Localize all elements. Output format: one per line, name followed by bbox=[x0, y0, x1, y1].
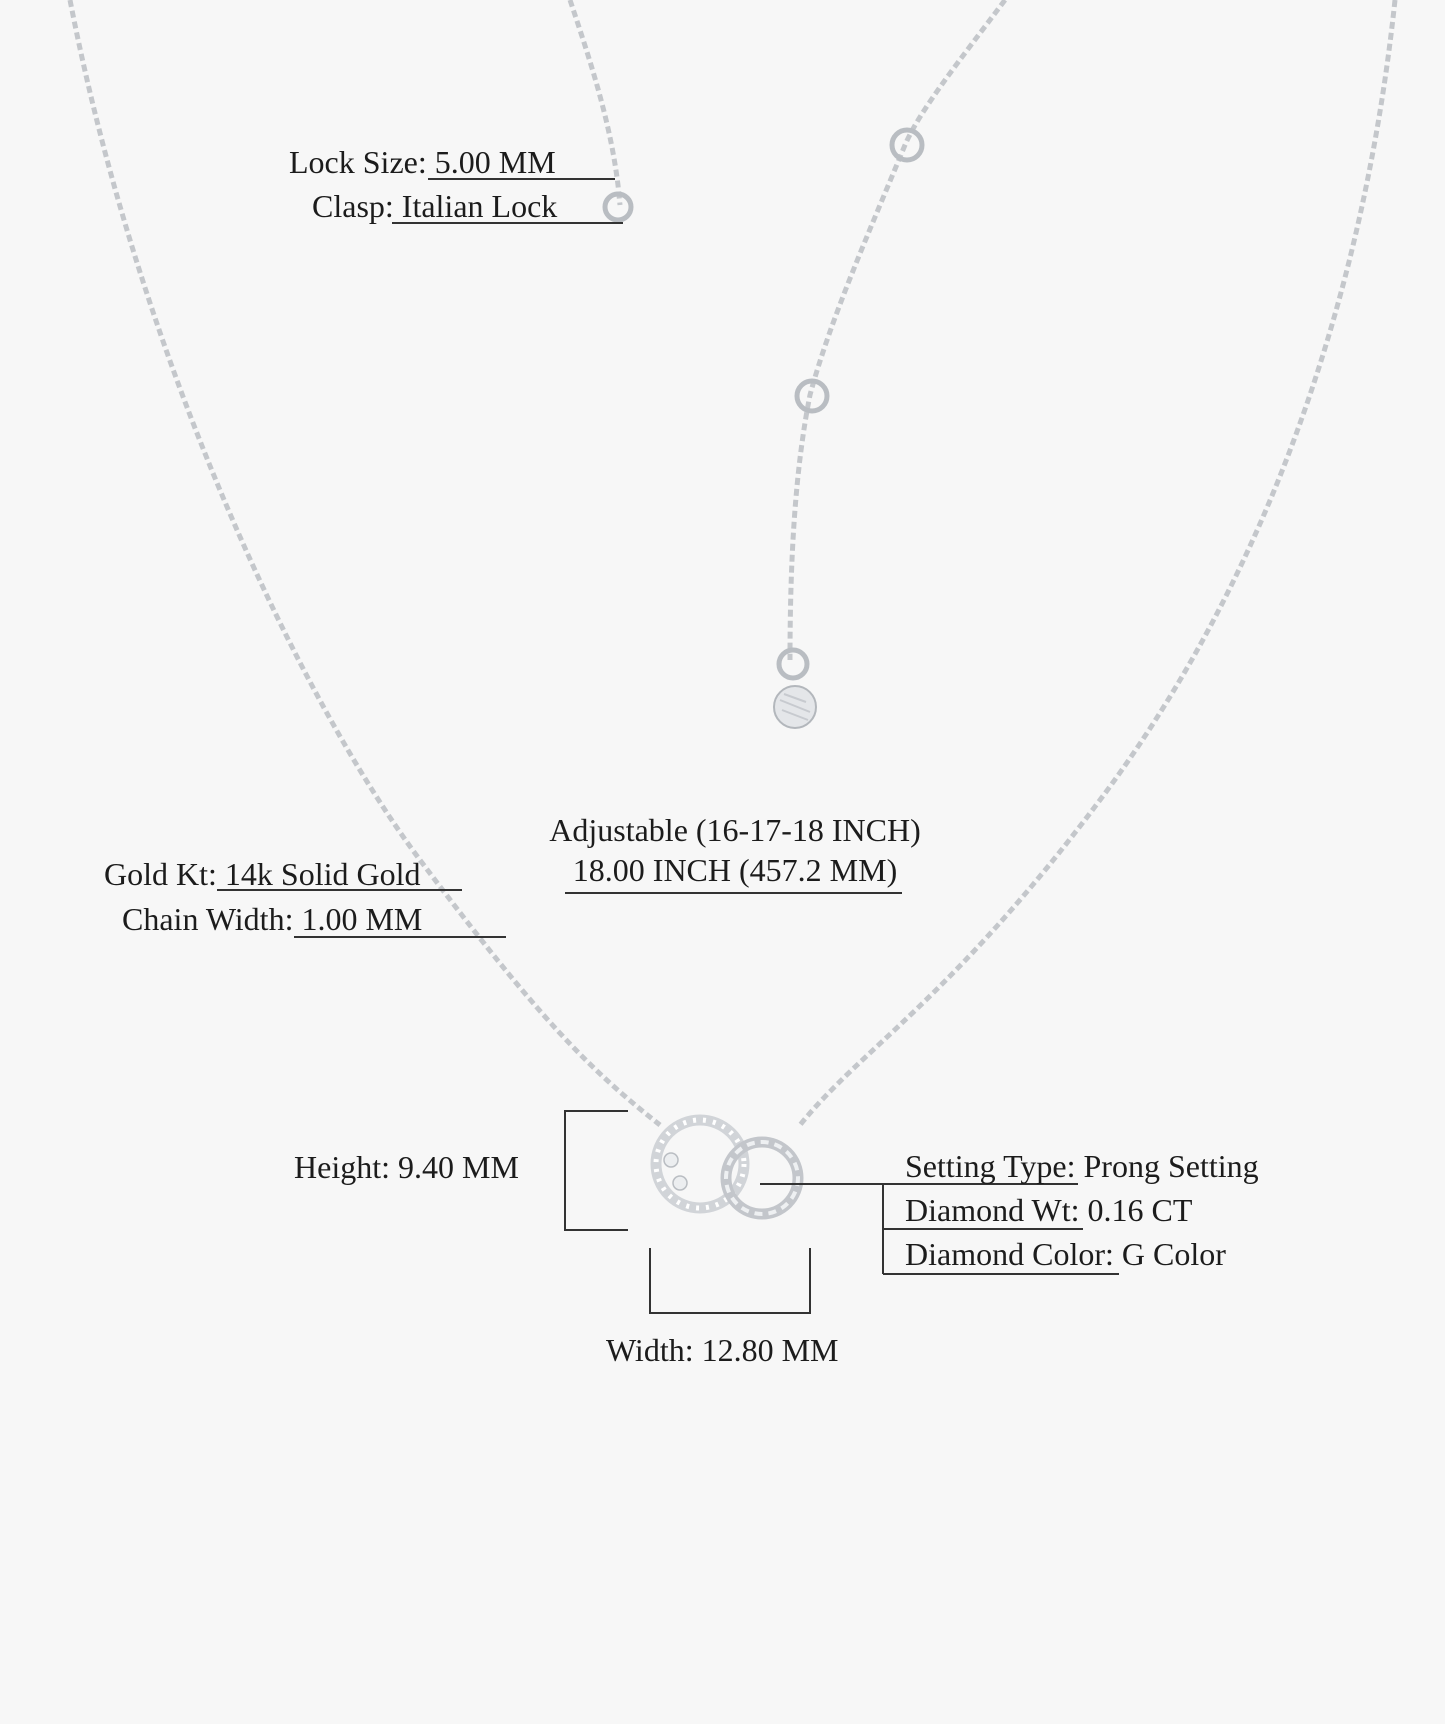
height-bracket bbox=[565, 1111, 628, 1230]
lock-size-value: 5.00 MM bbox=[434, 144, 556, 180]
diamond-wt-spec bbox=[905, 1191, 1192, 1229]
gold-kt-value: 14k Solid Gold bbox=[224, 856, 421, 892]
clasp-value: Italian Lock bbox=[401, 188, 558, 224]
diamond-color-label: Diamond Color: bbox=[905, 1236, 1114, 1272]
chain-width-label: Chain Width: bbox=[122, 901, 294, 937]
chain-width-value: 1.00 MM bbox=[301, 901, 423, 937]
height-value: 9.40 MM bbox=[397, 1149, 519, 1185]
extender-ring-3 bbox=[779, 650, 807, 678]
gold-kt-label: Gold Kt: bbox=[104, 856, 217, 892]
diamond-wt-label: Diamond Wt: bbox=[905, 1192, 1080, 1228]
width-label: Width: bbox=[606, 1332, 694, 1368]
diamond-wt-value: 0.16 CT bbox=[1087, 1192, 1193, 1228]
lock-size-label: Lock Size: bbox=[289, 144, 427, 180]
length-value: 18.00 INCH (457.2 MM) bbox=[572, 852, 898, 888]
clasp-spec bbox=[312, 187, 557, 225]
extender-ring-1 bbox=[892, 130, 922, 160]
chain-extender bbox=[790, 0, 1005, 660]
width-value: 12.80 MM bbox=[701, 1332, 839, 1368]
width-bracket bbox=[650, 1248, 810, 1313]
diamond-color-value: G Color bbox=[1121, 1236, 1226, 1272]
length-adjustable: Adjustable (16-17-18 INCH) bbox=[549, 812, 921, 848]
setting-type-label: Setting Type: bbox=[905, 1148, 1076, 1184]
height-label: Height: bbox=[294, 1149, 390, 1185]
clasp-label: Clasp: bbox=[312, 188, 394, 224]
setting-type-value: Prong Setting bbox=[1083, 1148, 1259, 1184]
height-spec bbox=[294, 1148, 519, 1186]
setting-type-spec bbox=[905, 1147, 1259, 1185]
chain-right bbox=[800, 0, 1395, 1125]
chain-width-spec bbox=[122, 900, 422, 938]
gold-kt-spec bbox=[104, 855, 420, 893]
width-spec bbox=[606, 1331, 839, 1369]
diamond-color-spec bbox=[905, 1235, 1226, 1273]
chain-clasp bbox=[570, 0, 620, 205]
lock-size-spec bbox=[289, 143, 556, 181]
